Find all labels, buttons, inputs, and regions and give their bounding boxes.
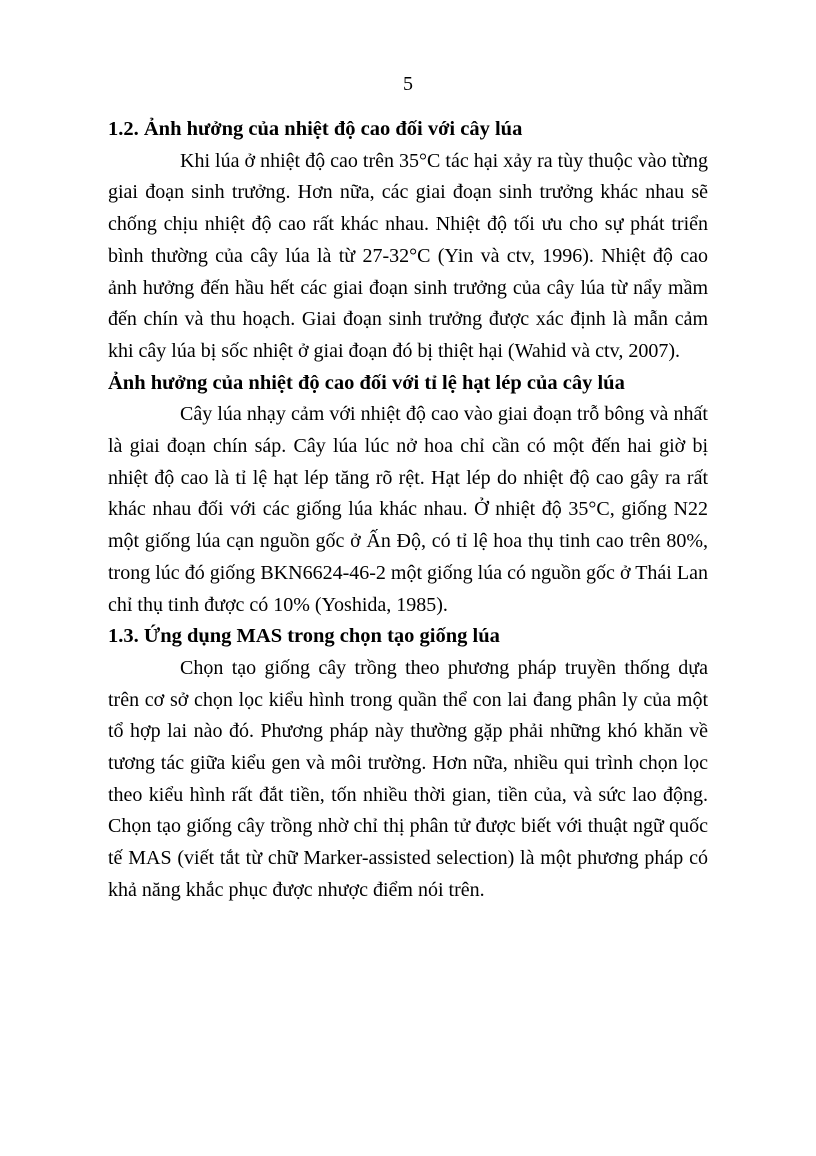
body-paragraph: Khi lúa ở nhiệt độ cao trên 35°C tác hại xảy ra tùy thuộc vào từng giai đoạn sinh trưởng. Hơn nữa, các giai đoạn sinh trưởng khác nhau sẽ chống chịu nhiệt độ cao rất khác nhau. Nhiệt độ tối ưu cho sự phát triển bình thường của cây lúa là từ 27-32°C (Yin và ctv, 1996). Nhiệt độ cao ảnh hưởng đến hầu hết các giai đoạn sinh trưởng của cây lúa từ nẩy mầm đến chín và thu hoạch. Giai đoạn sinh trưởng được xác định là mẫn cảm khi cây lúa bị sốc nhiệt ở giai đoạn đó bị thiệt hại (Wahid và ctv, 2007). xyxy=(108,149,708,362)
section-mas-application xyxy=(108,621,708,906)
section-heading: 1.2. Ảnh hưởng của nhiệt độ cao đối với cây lúa xyxy=(108,118,523,140)
section-empty-grain-ratio xyxy=(108,368,708,622)
section-heading: 1.3. Ứng dụng MAS trong chọn tạo giống lúa xyxy=(108,625,500,648)
section-high-temperature-effect xyxy=(108,114,708,368)
section-heading: Ảnh hưởng của nhiệt độ cao đối với tỉ lệ hạt lép của cây lúa xyxy=(108,371,625,394)
body-paragraph: Cây lúa nhạy cảm với nhiệt độ cao vào giai đoạn trỗ bông và nhất là giai đoạn chín sáp. Cây lúa lúc nở hoa chỉ cần có một đến hai giờ bị nhiệt độ cao là tỉ lệ hạt lép tăng rõ rệt. Hạt lép do nhiệt độ cao gây ra rất khác nhau đối với các giống lúa khác nhau. Ở nhiệt độ 35°C, giống N22 một giống lúa cạn nguồn gốc ở Ấn Độ, có tỉ lệ hoa thụ tinh cao trên 80%, trong lúc đó giống BKN6624-46-2 một giống lúa có nguồn gốc ở Thái Lan chỉ thụ tinh được có 10% (Yoshida, 1985). xyxy=(108,403,708,616)
page-number: 5 xyxy=(403,73,413,95)
body-paragraph: Chọn tạo giống cây trồng theo phương pháp truyền thống dựa trên cơ sở chọn lọc kiểu hình trong quần thể con lai đang phân ly của một tổ hợp lai nào đó. Phương pháp này thường gặp phải những khó khăn về tương tác giữa kiểu gen và môi trường. Hơn nữa, nhiều qui trình chọn lọc theo kiểu hình rất đắt tiền, tốn nhiều thời gian, tiền của, và sức lao động. Chọn tạo giống cây trồng nhờ chỉ thị phân tử được biết với thuật ngữ quốc tế MAS (viết tắt từ chữ Marker-assisted selection) là một phương pháp có khả năng khắc phục được nhược điểm nói trên. xyxy=(108,656,708,901)
page-body xyxy=(108,114,708,907)
